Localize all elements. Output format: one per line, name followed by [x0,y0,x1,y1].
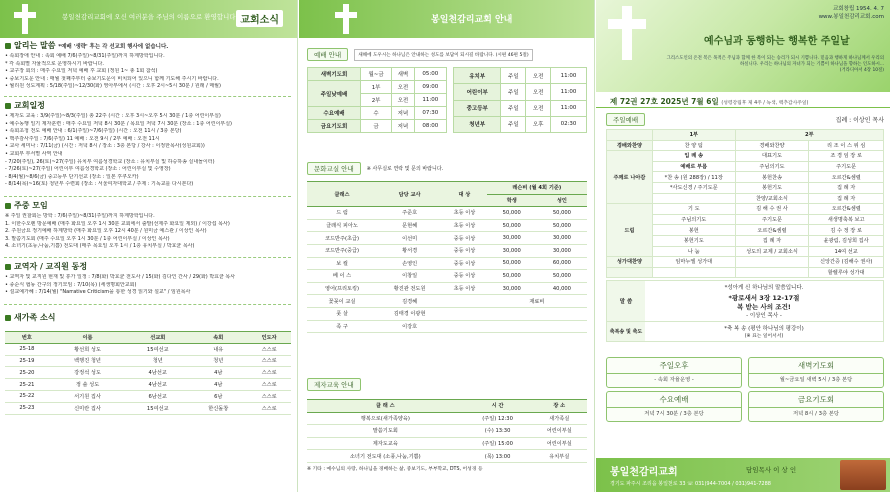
bullet-icon [5,103,11,109]
verse: 그리스도인의 온전 복은 목적은 주님과 함께 한 복이 되는 승리가 되시 기쁨니다. 믿음과 행하게 하나님께서 우리의 하실니다. 우리는 하나님의 자녀가 되는 기쁨이 하나님을 향하는 인도하시... [666,56,884,67]
text-line: - 8/4(월)~8/6(금) 중고등부 단기선교 (장소 : 일본 후쿠오카) [5,173,139,180]
table-row: 꽃꽂이 교실 김경혜 재료비 [307,295,587,308]
text-line: 4. 소녀기(초등,나눔,기쁨) 전도대 (매주 목요일 오후 1시 / 1층 유치부실 / 박효균 목사) [5,243,195,250]
table-row: 유치부 주일 오전 11:00 [454,68,587,84]
verse-ref: (거라디아서 4장 10절) [839,68,884,73]
text-line: • 월리원 성도계획 : 5/18(주일)~12/30(화) 영아부에서 (시간 : 오후 2시~5시 30분 / 원래 / 매월) [5,83,221,90]
table-row: 봉헌기도 집 례 자 윤광림, 김성희 집사 [607,235,884,246]
text-line: 2. 주원금요 정기예배 하계방학 (매주 화요일 오후 12시 40분 / 원미금 예스관 / 이상인 목사) [5,228,207,235]
order-tag: 주일예배 [606,113,645,126]
guide-title: 봉일천감리교회 안내 [431,15,513,25]
text-line: • 교구장 회의 : 매주 수요일 저녁 예배 후 교회 (정원 1~ 총 1회 참석) [5,68,158,75]
table-row: 주께로 나아감 입 례 송 대표기도 조 경 임 장 로 [607,151,884,162]
table-row: 족 구 이강호 [307,320,587,333]
text-line: * 각 속회별 자율적으로 운영하시기 바랍니다. [5,60,104,67]
table-row: 말씀기도회 (수) 13:30 어린이부실 [307,425,587,438]
schedule-boxes [606,357,884,422]
text-line: - 8/14(목)~16(토) 청년부 수련회 (장소 : 서울여자대학교 / 주제 : 기독교를 다시본다) [5,181,194,188]
edu-note: ※ 기타 : 예수님의 사랑, 하나님을 경배하는 삶, 중보기도, 부부학교, DTS, 어성경 등 [307,466,483,472]
text-line: • 교사 세미나 : 7/11(금) (시간 : 저녁 8시 / 장소 : 3층 본당 / 강사 : 이정한목사(성원교회)) [5,143,205,150]
blessing-block: 축복송 및 축도 *축 복 송 (평안 하나님의 평강이) (※ 표는 일어서서) [606,322,884,342]
table-row: 예배로 부름 주님의기도 주기도문 [607,161,884,172]
table-row: 주님의기도 주기도문 새생명축복 보고 [607,214,884,225]
table-row: 25-21 정 솔 성도 4남선교 4남 스스로 [5,379,291,391]
text-line: - 7/26(토)~27(주일) 어린이부 여름성경학교 (장소 : 어린이부실 및 수영장) [5,166,171,173]
table-row: 주일낮예배 1부 오전 09:00 [308,81,447,94]
text-line: • 예수동행 일기 제자훈련 : 매주 수요일 저녁 8시 30분 / 목요일 저녁 7시 30분 (장소 : 1층 어린이부실) [5,120,233,127]
sermon-scripture: *광로새서 3장 12-17절 [728,294,800,303]
text-line: • 종순식 협동 간구의 정기모임 : 7/10(목) (세생명회안교회) [5,281,137,288]
bullet-icon [5,203,11,209]
edu-table [307,399,587,463]
cross-icon [333,4,359,34]
order-section [606,113,884,342]
news-welcome: 봉일천감리교회에 오신 여러분을 주님의 이름으로 환영합니다 [62,13,236,21]
cross-icon [12,4,38,34]
section-newfamily [5,312,291,415]
bullet-icon [5,264,11,270]
table-row: 행복으로(새가족양육) (주일) 12:30 새가족실 [307,412,587,425]
culture-table [307,181,587,333]
table-row: 드 럼 주준호 초등 이상 50,000 50,000 [307,207,587,220]
text-line: • 맥추감사주일 : 7/6(주일) 11 예배 : 오전 9시 / 2부 예배 : 오전 11시 [5,135,160,142]
table-header: 클래스 담당 교사 대 상 레슨비 (월 4회 기준) [307,182,587,195]
news-header [0,0,297,38]
text-line: ※ 주일 권찰회는 방학 : 7/6(주일)~8/31(주일)까지 하계방학입니다. [5,213,155,219]
table-row: 2부 오전 11:00 [308,94,447,107]
issue-number: 제 72권 27호 2025년 7월 6일 [610,97,719,106]
divider [4,304,291,305]
edu-tag: 제자교육 안내 [307,378,361,391]
table-row: 풋 살 김태경 이광현 [307,307,587,320]
table-header: 1부 2부 [607,130,884,141]
cover-banner [596,0,890,92]
newfamily-table [5,331,291,415]
section-announce [5,40,291,91]
table-row: 봉헌 오르간&셈렬 김 수 정 장 로 [607,225,884,236]
footer-pastor: 담임목사 이 상 인 [746,466,797,474]
footer [596,458,890,492]
worship-table-left [307,67,447,133]
table-row: 성가대찬양 임마누엘 성가대 신앙간증 (김해수 권사) [607,257,884,268]
table-row: 25-23 신미란 집사 15여선교 한신돌창 스스로 [5,402,291,414]
section-title: 새가족 소식 [14,313,56,322]
table-header: 클 래 스 시 간 장 소 [307,400,587,413]
cross-icon [608,6,646,60]
section-title: 주중 모임 [14,201,48,210]
text-line: • 교회부 부서별 사역 안내 [5,150,63,157]
footer-church-name: 봉일천감리교회 [610,467,678,478]
officiant: 집례 : 이상인 목사 [835,117,884,124]
divider [4,196,291,197]
table-row: 어린이부 주일 오전 11:00 [454,84,587,100]
box-dawn-prayer: 새벽기도회 월~금요일 새벽 5시 / 3층 본당 [748,357,884,388]
table-row: 중고등부 주일 오전 11:00 [454,100,587,116]
sermon-title: 복 받는 사의 조건! [737,303,791,312]
news-title: 교회소식 [236,10,283,27]
section-title: 교회일정 [14,101,45,110]
table-row: 제자도교육 (주일) 15:00 어린이부실 [307,437,587,450]
section-schedule [5,100,291,189]
text-line: • 설교예가혜 : 7/14(월) "Narrative Criticism을 통한 성경 읽기와 설교" / 임원목사 [5,289,191,296]
table-row: 25-22 서기원 집사 6남선교 6남 스스로 [5,390,291,402]
stand-note: (※ 표는 일어서서) [744,334,784,340]
issue-sub: (성령강림후 제 4주 / 녹색, 맥추감사주일) [721,101,809,106]
bullet-icon [5,43,11,49]
worship-intro: 새해에 도우시는 하나님은 안내하는 성도를 보답이 되시길 바랍니다. (시편 46편 5절) [354,49,532,61]
box-wednesday: 수요예배 저녁 7시 30분 / 3층 본당 [606,391,742,422]
worship-section [307,48,587,133]
table-row: 영어(프리토킹) 황진관 전도원 초등 이상 30,000 40,000 [307,282,587,295]
text-line: • 교역자 및 교직원 현재 및 휴가 일정 : 7/8(화) 박효균 전도사 / 15(화) 김다인 간사 / 29(화) 박효균 목사 [5,274,236,280]
table-header: 학생 성인 [307,194,587,207]
culture-tag: 문화교실 안내 [307,162,361,175]
divider [4,96,291,97]
section-weekly [5,200,291,251]
table-header: 번호 이름 선교회 속회 인도자 [5,332,291,344]
box-sunday-afternoon: 주일오후 - 속회 자율운영 - [606,357,742,388]
sermon-preacher: - 이상인 목사 - [746,313,782,320]
panel-news [0,0,298,492]
edu-section [307,372,587,472]
worship-tag: 예배 안내 [307,48,348,61]
section-note: *예배 '생략' 후는 각 선교회 행사에 없습니다. [58,44,169,50]
table-row: 경배와찬양 찬 양 팀 경배와찬양 리 조 이 스 위 심 [607,140,884,151]
table-row: 소녀기 전도대 (소풍,나눔,기쁨) (목) 13:00 유치부실 [307,450,587,463]
sermon-prayer: *성아게 신 하나님의 말씀입니다. [724,285,804,292]
sermon-block: 말 씀 *성아게 신 하나님의 말씀입니다. *광로새서 3장 12-17절 복 받는 사의 조건! - 이상인 목사 - [606,280,884,322]
box-friday: 금요기도회 저녁 8시 / 3층 본당 [748,391,884,422]
divider [596,107,890,108]
table-row: 25-18 황선희 성도 15여선교 내유 스스로 [5,343,291,355]
text-line: • 제자도 교육 : 3/9(주일)~8/3(주일) 총 22주 (시간 : 오후 3시~오후 5시 30분 / 1층 어린이부실) [5,113,221,119]
worship-table-right [453,67,587,133]
table-row: 수요예배 수 저녁 07:30 [308,107,447,120]
founded-date: 교회창립 1954. 4. 7 [833,6,884,12]
table-row: 새벽기도회 월~금 새벽 05:00 [308,68,447,81]
footer-address: 경기도 파주시 조리읍 봉일천로 33 ☏ 031)944-7004 / 031)941-7288 [610,481,771,487]
culture-note: ※ 사무실로 연락 및 문의 바랍니다. [366,166,444,172]
table-row: 드림 기 도 김 해 수 권 사 오르간&셈렬 [607,204,884,215]
table-row: 금요기도회 금 저녁 08:00 [308,120,447,133]
text-line: - 7/20(주일), 26(토)~27(주일) 유치부 여름성경학교 (장소 : 유치부실 및 하승하송 실내놀이터) [5,158,215,165]
table-row: 찬양/교회소식 집 례 자 [607,193,884,204]
table-row: *찬 송 (원 288장) / 11장 봉헌찬송 오르간&셈렬 [607,172,884,183]
table-row: 코드반주(중급) 황서경 중등 이상 30,000 30,000 [307,244,587,257]
table-row: *사도신경 / 주기도문 봉헌기도 집 례 자 [607,182,884,193]
table-row: 청년부 주일 오후 02:30 [454,116,587,132]
church-url: www.봉일천감리교회.com [818,14,884,20]
section-title: 교역자 / 교직원 동정 [14,262,88,271]
text-line: • 속회장애 안내 : 속회 예배 7/6(주일)~8/31(주일)까지 하계방학입니다. [5,53,165,59]
table-row: 할렐루야 성가대 [607,267,884,278]
slogan: 예수님과 동행하는 행복한 주일날 [704,36,850,47]
panel-order [596,0,890,492]
culture-section [307,162,587,333]
table-row: 25-19 백행진 청년 청년 청년 스스로 [5,355,291,367]
order-table [606,129,884,278]
table-row: 보 컬 손영인 중등 이상 50,000 60,000 [307,257,587,270]
blessing-song: *축 복 송 (평안 하나님의 평강이) [724,326,804,333]
text-line: • 속회초청 전도 예배 안내 : 6/1(주일)~7/6(주일) (시간 : 오전 11시 / 3층 본당) [5,128,182,135]
table-row: 나 눔 성도의 교제 / 교회소식 14여 선교 [607,246,884,257]
table-row: 클래식 피아노 문현혜 초등 이상 50,000 50,000 [307,219,587,232]
section-staff [5,261,291,297]
divider [4,257,291,258]
table-row: 베 이 스 이창일 중등 이상 50,000 50,000 [307,270,587,283]
guide-header [299,0,594,38]
church-building-image [840,460,886,490]
table-row: 코드반주(초급) 이선미 중등 이상 30,000 30,000 [307,232,587,245]
section-title: 알리는 말씀 [14,41,56,50]
text-line: 1. 이한수오렌 방문예배 (매주 화요일 오후 1시 30분 교회에서 출발(선제주 화요일 제외) / 이강섭 목사) [5,220,230,227]
bullet-icon [5,315,11,321]
panel-guide [299,0,595,492]
text-line: 3. 말씀기도회 (매주 수요일 오후 1시 30분 / 1층 어린이부실 / 이상인 목사) [5,235,170,242]
text-line: • 중보기도운 안내 : 매월 첫째주부터 중보기도운이 비치되어 있으니 함께 기도해 주시기 바랍니다. [5,75,219,82]
table-row: 25-20 강정석 성도 4남선교 4남 스스로 [5,367,291,379]
